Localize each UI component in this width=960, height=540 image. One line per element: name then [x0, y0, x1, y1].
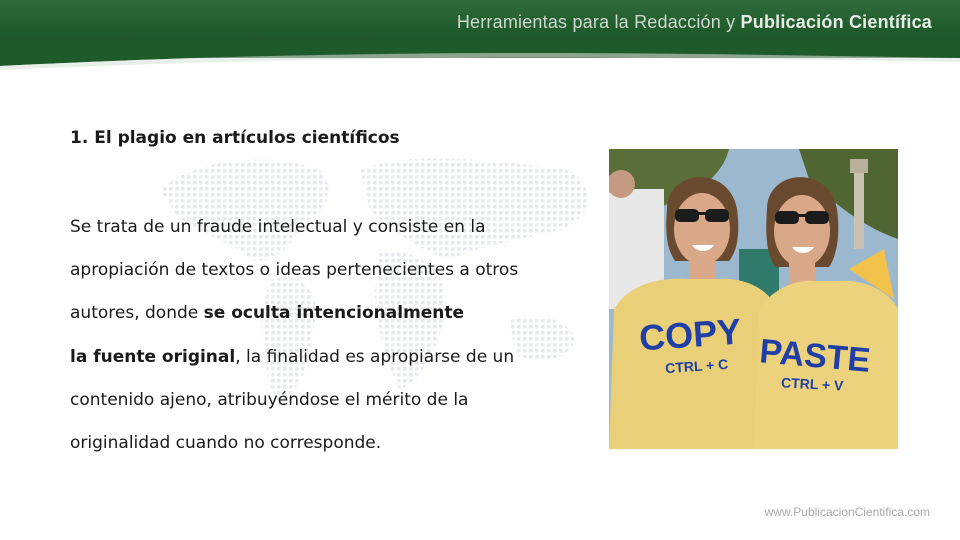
paragraph-text-2: , la finalidad es apropiarse de un contenido ajeno, atribuyéndose el mérito de la originalidad cuando no corresponde. [70, 346, 515, 454]
slide-paragraph [70, 206, 570, 465]
shirt-copy-text: COPY [637, 310, 743, 359]
slide-heading: 1. El plagio en artículos científicos [70, 128, 400, 148]
footer-url: www.PublicacionCientifica.com [764, 505, 930, 519]
paragraph-bold-1: se oculta intencionalmente [203, 303, 465, 324]
header-title-bold: Publicación Científica [740, 12, 932, 32]
header-title [457, 12, 932, 33]
paragraph-bold-2: la fuente original [70, 346, 236, 367]
header-swoosh [0, 40, 960, 74]
shirt-ctrl-v-text: CTRL + V [780, 374, 844, 394]
photo-illustration [609, 149, 898, 449]
copy-paste-twins-photo [609, 149, 898, 449]
paragraph-text-1: Se trata de un fraude intelectual y consiste en la apropiación de textos o ideas pertenecientes a otros autores, donde [70, 217, 519, 324]
shirt-paste-text: PASTE [758, 332, 872, 380]
shirt-ctrl-c-text: CTRL + C [664, 355, 729, 377]
header-title-regular: Herramientas para la Redacción y [456, 12, 741, 32]
